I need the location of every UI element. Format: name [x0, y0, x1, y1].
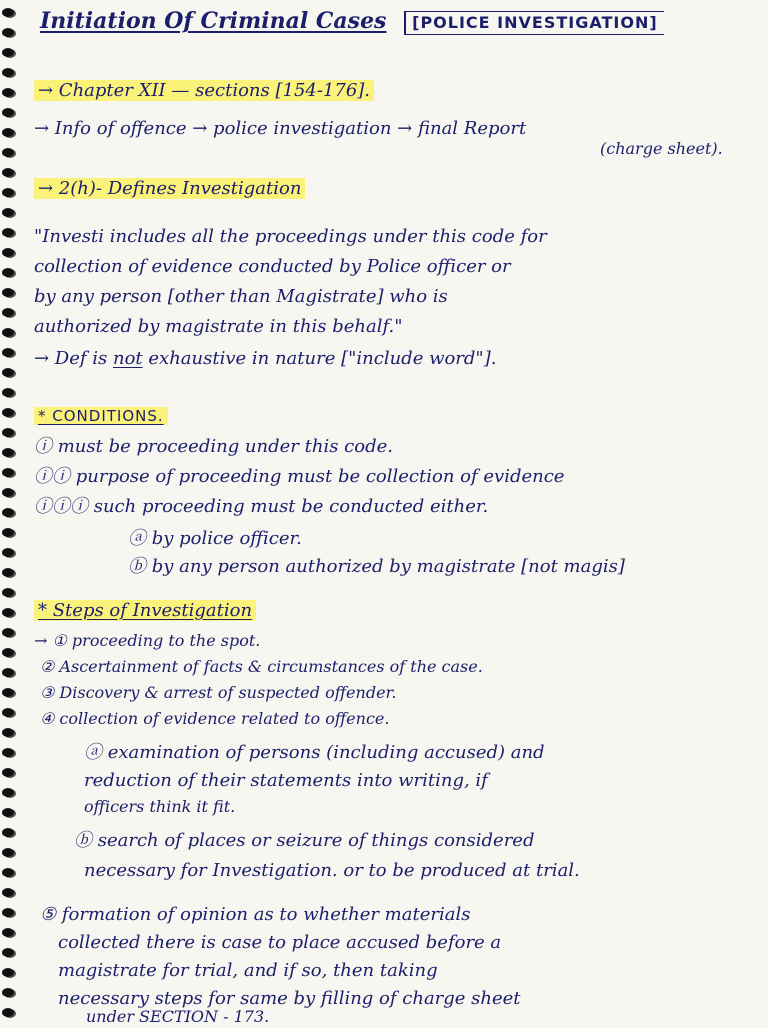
page-title	[40, 10, 664, 35]
condition-item: ⓘⓘⓘ such proceeding must be conducted either.	[34, 496, 489, 517]
spiral-hole	[2, 808, 14, 817]
spiral-hole	[2, 368, 14, 377]
note-not: not	[113, 348, 143, 369]
spiral-hole	[2, 308, 14, 317]
spiral-hole	[2, 528, 14, 537]
spiral-hole	[2, 988, 14, 997]
step-sub-a-line: ⓐ examination of persons (including accused) and	[84, 742, 545, 763]
step-sub-a-line: officers think it fit.	[84, 797, 236, 816]
spiral-hole	[2, 248, 14, 257]
spiral-hole	[2, 948, 14, 957]
definition-heading	[34, 178, 305, 200]
step-item: ④ collection of evidence related to offence.	[40, 709, 390, 728]
spiral-hole	[2, 908, 14, 917]
spiral-hole	[2, 448, 14, 457]
spiral-hole	[2, 868, 14, 877]
title-main: Initiation Of Criminal Cases	[40, 8, 387, 34]
spiral-hole	[2, 968, 14, 977]
flow-line	[34, 118, 526, 140]
spiral-hole	[2, 628, 14, 637]
spiral-hole	[2, 588, 14, 597]
spiral-hole	[2, 608, 14, 617]
chapter-label: → Chapter XII — sections [154-176].	[34, 80, 374, 101]
spiral-hole	[2, 648, 14, 657]
spiral-hole	[2, 568, 14, 577]
conditions-heading	[34, 405, 168, 427]
spiral-hole	[2, 888, 14, 897]
step-sub-b-line: necessary for Investigation. or to be produced at trial.	[84, 860, 580, 881]
spiral-hole	[2, 188, 14, 197]
spiral-hole	[2, 708, 14, 717]
spiral-hole	[2, 768, 14, 777]
step-item: → ① proceeding to the spot.	[34, 631, 261, 650]
spiral-hole	[2, 228, 14, 237]
flow-note: (charge sheet).	[600, 139, 723, 158]
spiral-hole	[2, 328, 14, 337]
condition-item: ⓘ must be proceeding under this code.	[34, 436, 393, 457]
spiral-hole	[2, 468, 14, 477]
spiral-hole	[2, 8, 14, 17]
step-5-line: magistrate for trial, and if so, then taking	[58, 960, 438, 981]
condition-subitem: ⓐ by police officer.	[128, 528, 302, 549]
spiral-hole	[2, 1008, 14, 1017]
quote-line-2: collection of evidence conducted by Police officer or	[34, 256, 511, 277]
spiral-hole	[2, 128, 14, 137]
spiral-hole	[2, 68, 14, 77]
spiral-hole	[2, 268, 14, 277]
spiral-hole	[2, 828, 14, 837]
quote-line-4: authorized by magistrate in this behalf."	[34, 316, 403, 337]
spiral-hole	[2, 408, 14, 417]
note-pre: → Def is	[34, 348, 113, 369]
spiral-hole	[2, 88, 14, 97]
spiral-hole	[2, 548, 14, 557]
spiral-hole	[2, 668, 14, 677]
spiral-hole	[2, 688, 14, 697]
spiral-hole	[2, 168, 14, 177]
spiral-hole	[2, 108, 14, 117]
spiral-hole	[2, 148, 14, 157]
step-item: ② Ascertainment of facts & circumstances of the case.	[40, 657, 483, 676]
condition-subitem: ⓑ by any person authorized by magistrate [not magis]	[128, 556, 625, 577]
definition-heading-text: → 2(h)- Defines Investigation	[34, 178, 305, 199]
spiral-hole	[2, 28, 14, 37]
spiral-hole	[2, 848, 14, 857]
spiral-hole	[2, 788, 14, 797]
spiral-hole	[2, 388, 14, 397]
spiral-hole	[2, 208, 14, 217]
step-5-line: necessary steps for same by filling of charge sheet	[58, 988, 521, 1009]
step-item: ③ Discovery & arrest of suspected offender.	[40, 683, 397, 702]
quote-line-3: by any person [other than Magistrate] who is	[34, 286, 448, 307]
spiral-hole	[2, 428, 14, 437]
spiral-hole	[2, 348, 14, 357]
spiral-hole	[2, 48, 14, 57]
step-5-line: under SECTION - 173.	[86, 1007, 270, 1026]
steps-heading	[34, 600, 256, 622]
spiral-hole	[2, 928, 14, 937]
flow-text: → Info of offence → police investigation → final Report	[34, 118, 527, 139]
spiral-hole	[2, 288, 14, 297]
step-5-line: ⑤ formation of opinion as to whether materials	[40, 904, 471, 925]
spiral-hole	[2, 488, 14, 497]
spiral-binding	[0, 0, 26, 1024]
step-5-line: collected there is case to place accused before a	[58, 932, 502, 953]
step-sub-b-line: ⓑ search of places or seizure of things considered	[74, 830, 535, 851]
conditions-heading-text: * CONDITIONS.	[34, 407, 168, 425]
spiral-hole	[2, 728, 14, 737]
condition-item: ⓘⓘ purpose of proceeding must be collection of evidence	[34, 466, 565, 487]
spiral-hole	[2, 508, 14, 517]
steps-heading-text: * Steps of Investigation	[34, 600, 256, 621]
quote-line-1: "Investi includes all the proceedings under this code for	[34, 226, 547, 247]
spiral-hole	[2, 748, 14, 757]
definition-note	[34, 348, 496, 370]
note-post: exhaustive in nature ["include word"].	[142, 348, 497, 369]
chapter-line	[34, 80, 374, 102]
step-sub-a-line: reduction of their statements into writing, if	[84, 770, 488, 791]
title-tag: [POLICE INVESTIGATION]	[404, 11, 664, 35]
